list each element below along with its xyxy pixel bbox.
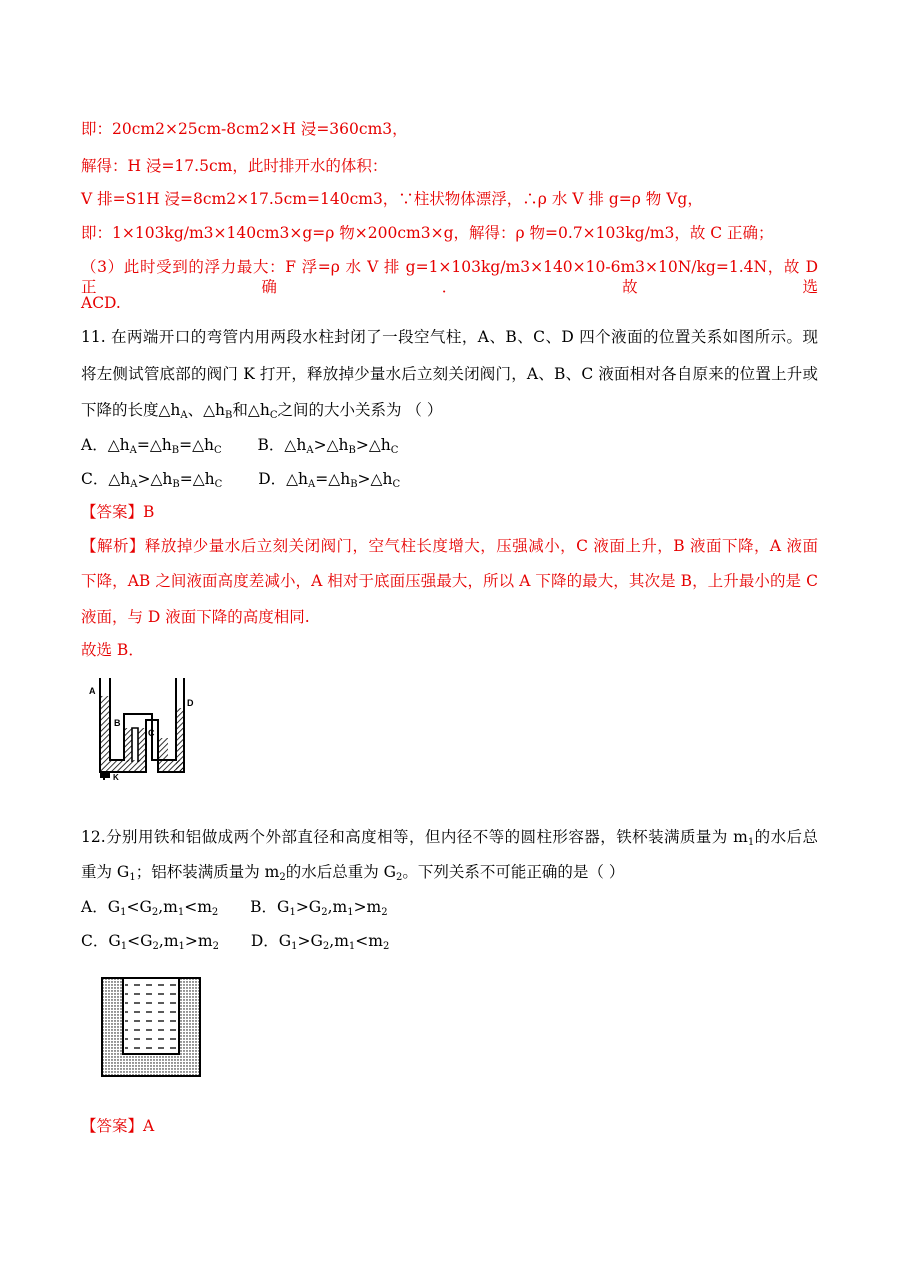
- q12-cup-figure: [96, 972, 206, 1080]
- tube-middle-wall: [132, 728, 138, 762]
- q11-option-a: A．$\triangle h_A=\triangle h_B=\triangle h_C$: [81, 436, 222, 456]
- q11-stem-line-1: 11. 在两端开口的弯管内用两段水柱封闭了一段空气柱，A、B、C、D 四个液面的位置关系如图所示。现: [81, 328, 818, 346]
- q11-stem-line-2: 将左侧试管底部的阀门 K 打开，释放掉少量水后立刻关闭阀门，A、B、C 液面相对各自原来的位置上升或: [81, 365, 818, 383]
- label-k: K: [113, 773, 119, 782]
- q11-analysis-line-2: 下降，AB 之间液面高度差减小，A 相对于底面压强最大，所以 A 下降的最大，其次是 B，上升最小的是 C: [81, 572, 818, 590]
- cup-water: [125, 980, 177, 1052]
- solution-line-6: ACD.: [81, 294, 121, 312]
- q11-stem-line-3: 下降的长度$\triangle h_A$、$\triangle h_B$和$\triangle h_C$之间的大小关系为 （ ）: [81, 401, 443, 421]
- solution-line-2: 解得：H 浸=17.5cm，此时排开水的体积：: [81, 157, 388, 175]
- q11-bent-tube-figure: [86, 672, 202, 782]
- label-b: B: [114, 718, 121, 728]
- q11-analysis-line-3: 液面，与 D 液面下降的高度相同.: [81, 608, 310, 626]
- valve-k-icon: [100, 773, 110, 778]
- q11-answer: 【答案】B: [81, 503, 155, 521]
- water-b-column: [124, 728, 132, 762]
- q12-options-cd: [81, 931, 389, 951]
- solution-line-1: 即：20cm2×25cm-8cm2×H 浸=360cm3，: [81, 120, 408, 138]
- label-d: D: [187, 698, 194, 708]
- q11-options-cd: [81, 469, 400, 489]
- water-c-column: [158, 738, 168, 772]
- q11-option-d: D．$\triangle h_A=\triangle h_B>\triangle h_C$: [258, 470, 401, 490]
- label-a: A: [89, 686, 96, 696]
- q12-stem-line-1: 12.分别用铁和铝做成两个外部直径和高度相等，但内径不等的圆柱形容器，铁杯装满质量为 $m_1$的水后总: [81, 828, 818, 848]
- q11-analysis-line-1: 【解析】释放掉少量水后立刻关闭阀门，空气柱长度增大，压强减小，C 液面上升，B 液面下降，A 液面: [81, 537, 818, 555]
- q12-option-b: B．$G_1>G_2,m_1>m_2$: [250, 898, 388, 918]
- q12-stem-line-2: 重为 $G_1$；铝杯装满质量为 $m_2$的水后总重为 $G_2$。下列关系不可能正确的是（ ）: [81, 863, 625, 883]
- solution-line-3: V 排=S1H 浸=8cm2×17.5cm=140cm3，∵柱状物体漂浮，∴ρ 水 V 排 g=ρ 物 Vg，: [81, 190, 703, 208]
- q12-option-c: C．$G_1<G_2,m_1>m_2$: [81, 932, 219, 952]
- q12-options-ab: [81, 897, 388, 917]
- q11-options-ab: [81, 435, 398, 455]
- water-column-d: [176, 708, 184, 772]
- solution-line-5: （3）此时受到的浮力最大：F 浮=ρ 水 V 排 g=1×103kg/m3×140×10-6m3×10N/kg=1.4N，故 D 正确．故选: [81, 258, 818, 296]
- water-b-right: [138, 728, 146, 762]
- q11-option-b: B．$\triangle h_A>\triangle h_B>\triangle h_C$: [257, 436, 399, 456]
- q11-option-c: C．$\triangle h_A>\triangle h_B=\triangle h_C$: [81, 470, 223, 490]
- q12-answer: 【答案】A: [81, 1117, 155, 1135]
- label-c: C: [148, 728, 155, 738]
- solution-line-4: 即：1×103kg/m3×140cm3×g=ρ 物×200cm3×g，解得：ρ 物=0.7×103kg/m3，故 C 正确；: [81, 224, 774, 242]
- q12-option-a: A．$G_1<G_2,m_1<m_2$: [81, 898, 219, 918]
- q12-option-d: D．$G_1>G_2,m_1<m_2$: [250, 932, 390, 952]
- q11-conclusion: 故选 B．: [81, 641, 144, 659]
- water-column-left: [100, 696, 110, 772]
